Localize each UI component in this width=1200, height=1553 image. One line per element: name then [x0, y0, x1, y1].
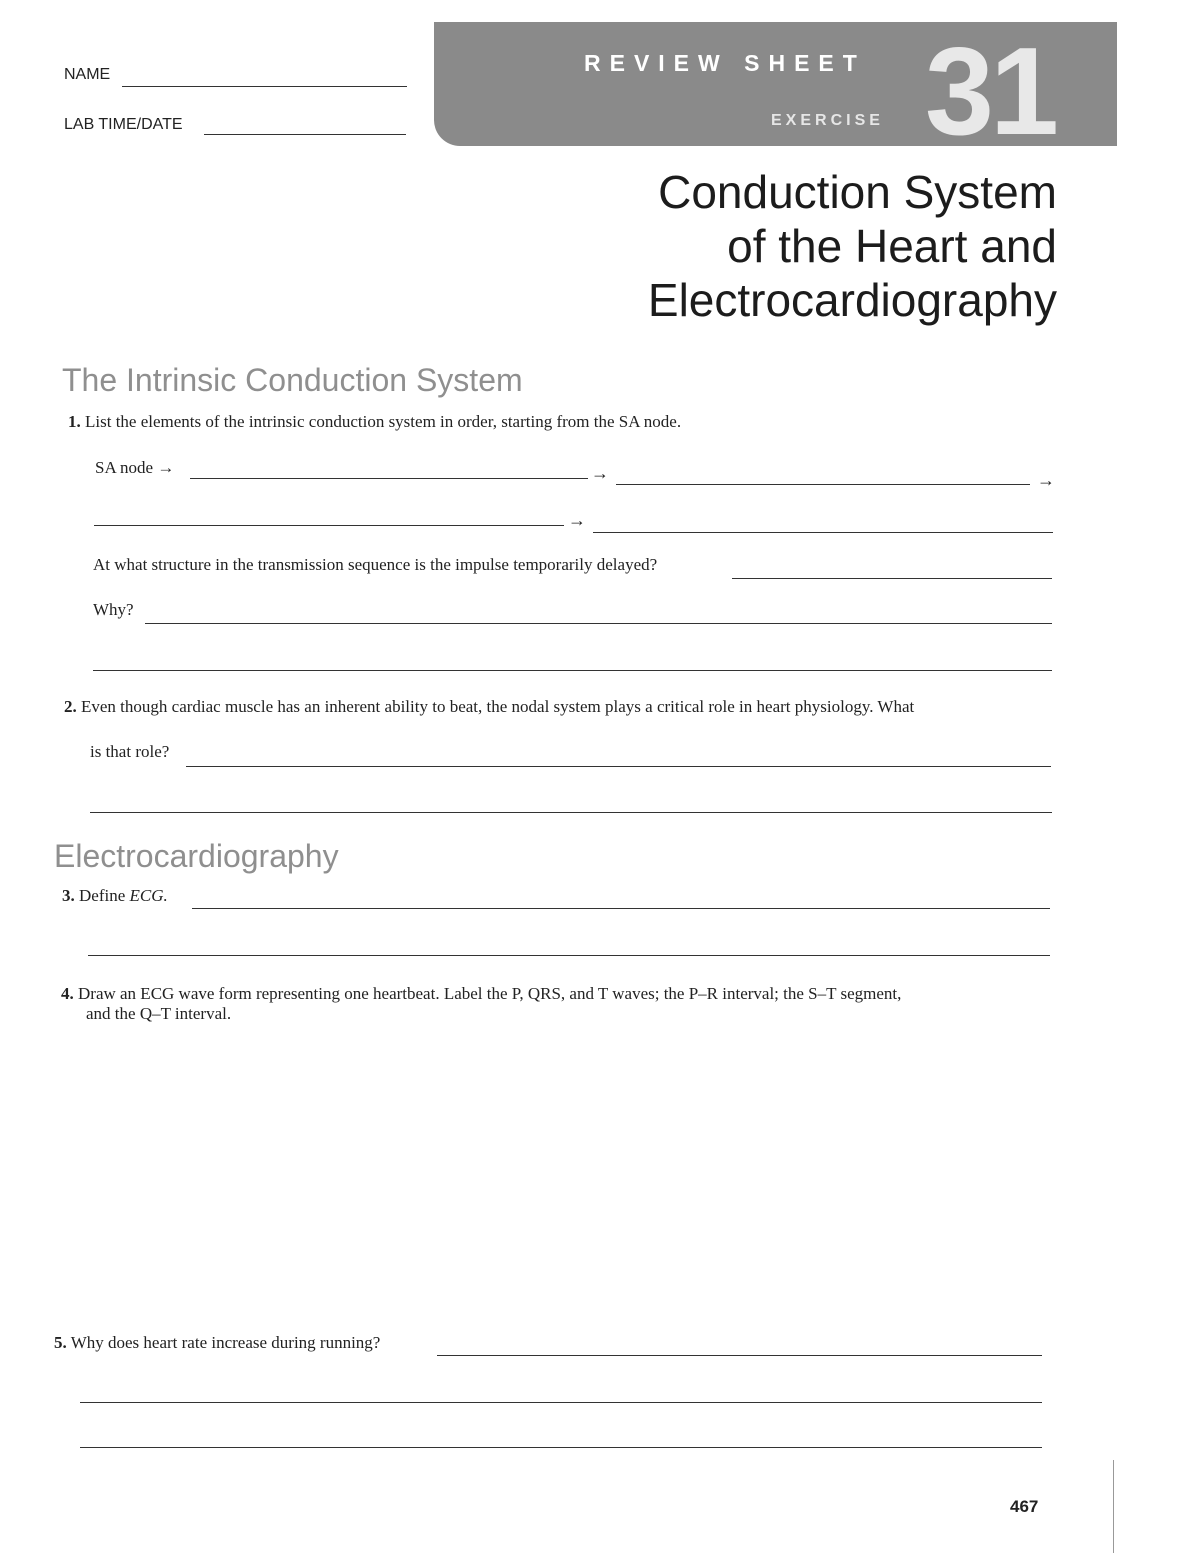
question-1-number: 1. — [68, 412, 81, 431]
conduction-answer-1[interactable] — [190, 478, 588, 479]
question-4-text: Draw an ECG wave form representing one heartbeat. Label the P, QRS, and T waves; the P–R interval; the S–T segment, — [78, 984, 902, 1003]
sa-node-label: SA node → — [95, 458, 175, 477]
question-2-text: Even though cardiac muscle has an inherent ability to beat, the nodal system plays a critical role in heart physiology. What — [81, 697, 915, 716]
why-label: Why? — [93, 600, 134, 619]
exercise-number: 31 — [925, 23, 1055, 161]
role-answer-2[interactable] — [90, 812, 1052, 813]
why-answer-2[interactable] — [93, 670, 1052, 671]
scan-edge-line — [1113, 1460, 1114, 1553]
page-title-line-1: Conduction System — [658, 166, 1057, 218]
page-title-line-3: Electrocardiography — [647, 274, 1057, 326]
question-3-number: 3. — [62, 886, 75, 905]
question-3-term: ECG. — [129, 886, 168, 905]
ecg-drawing-area[interactable] — [86, 1030, 1046, 1310]
question-1 — [68, 412, 681, 432]
question-3 — [62, 886, 168, 906]
running-answer-3[interactable] — [80, 1447, 1042, 1448]
question-5-number: 5. — [54, 1333, 67, 1352]
section-heading-intrinsic: The Intrinsic Conduction System — [62, 362, 523, 398]
question-3-text: Define — [79, 886, 126, 905]
conduction-answer-2[interactable] — [616, 484, 1030, 485]
delay-question: At what structure in the transmission sequence is the impulse temporarily delayed? — [93, 555, 658, 574]
question-2-text-cont: is that role? — [90, 742, 170, 761]
page-title-line-2: of the Heart and — [727, 220, 1057, 272]
question-5-text: Why does heart rate increase during running? — [70, 1333, 381, 1352]
review-sheet-label: REVIEW SHEET — [584, 50, 866, 76]
why-answer-1[interactable] — [145, 623, 1052, 624]
name-label: NAME — [64, 66, 111, 83]
conduction-answer-3[interactable] — [94, 525, 564, 526]
section-heading-ecg: Electrocardiography — [54, 838, 339, 874]
arrow-3: → — [568, 510, 586, 530]
question-4 — [61, 984, 1051, 1004]
question-2-number: 2. — [64, 697, 77, 716]
delay-answer[interactable] — [732, 578, 1052, 579]
ecg-definition-1[interactable] — [192, 908, 1050, 909]
question-4-text-cont: and the Q–T interval. — [86, 1004, 232, 1023]
running-answer-2[interactable] — [80, 1402, 1042, 1403]
running-answer-1[interactable] — [437, 1355, 1042, 1356]
question-5 — [54, 1333, 380, 1353]
question-4-number: 4. — [61, 984, 74, 1003]
page-number: 467 — [1010, 1497, 1039, 1516]
question-1-text: List the elements of the intrinsic conduction system in order, starting from the SA node. — [85, 412, 682, 431]
arrow-2: → — [1037, 470, 1055, 490]
name-field[interactable] — [122, 86, 407, 87]
exercise-label: EXERCISE — [771, 112, 884, 129]
role-answer-1[interactable] — [186, 766, 1051, 767]
ecg-definition-2[interactable] — [88, 955, 1050, 956]
question-2 — [64, 697, 914, 717]
arrow-1: → — [591, 463, 609, 483]
lab-time-date-label: LAB TIME/DATE — [64, 116, 183, 133]
lab-time-date-field[interactable] — [204, 134, 406, 135]
conduction-answer-4[interactable] — [593, 532, 1053, 533]
